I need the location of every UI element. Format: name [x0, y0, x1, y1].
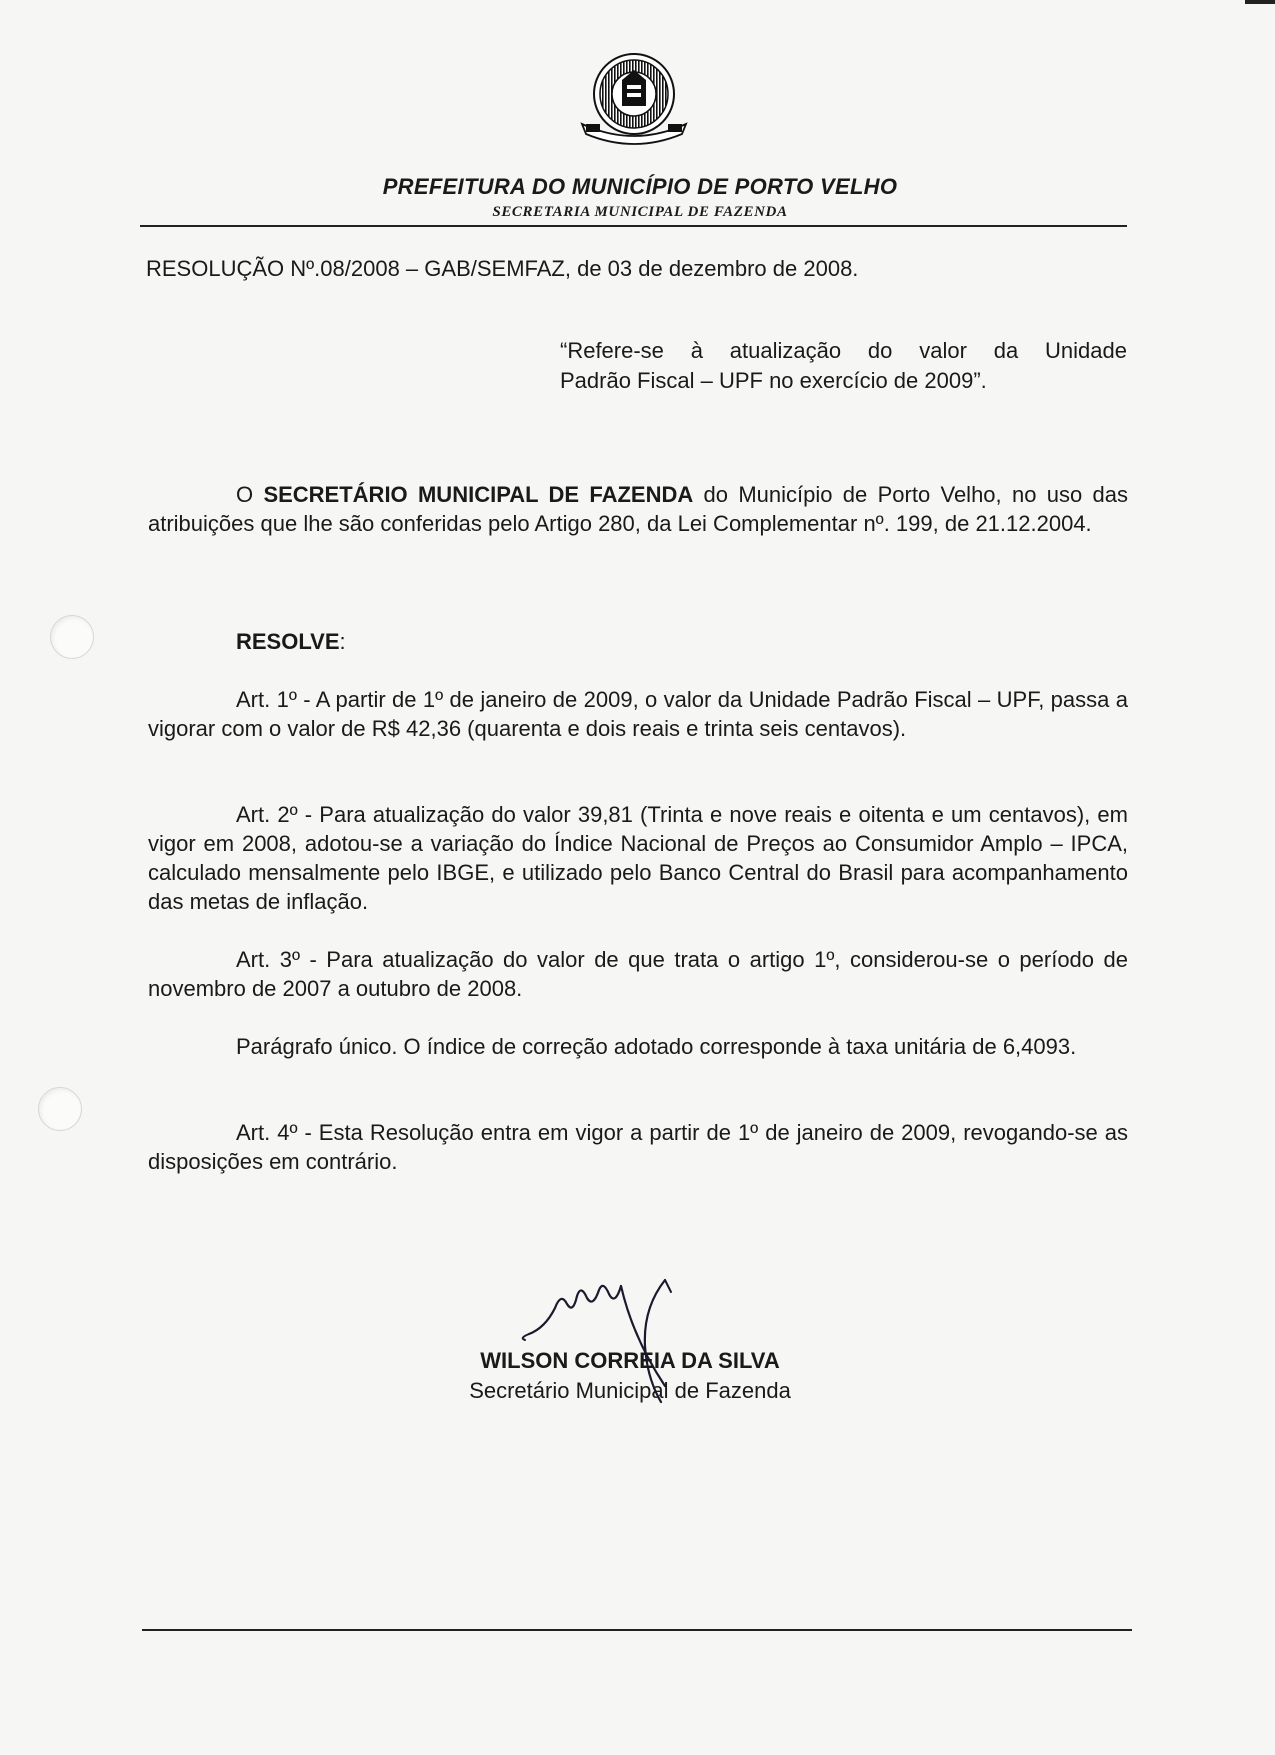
intro-paragraph [148, 480, 1128, 538]
article-2 [148, 800, 1128, 916]
scan-edge-mark [1245, 0, 1275, 4]
resolution-title: RESOLUÇÃO Nº.08/2008 – GAB/SEMFAZ, de 03 de dezembro de 2008. [146, 256, 859, 281]
footer-divider [142, 1629, 1132, 1631]
punch-hole [38, 1087, 82, 1131]
article-3-text: Art. 3º - Para atualização do valor de que trata o artigo 1º, considerou-se o período de novembro de 2007 a outubro de 2008. [148, 947, 1128, 1001]
paragrafo-unico [148, 1032, 1128, 1061]
intro-authority: SECRETÁRIO MUNICIPAL DE FAZENDA [263, 482, 694, 507]
resolution-abstract [560, 336, 1127, 396]
org-subtitle: SECRETARIA MUNICIPAL DE FAZENDA [492, 204, 788, 220]
article-4 [148, 1118, 1128, 1176]
abstract-line-1: “Refere-se à atualização do valor da Unidade [560, 338, 1127, 363]
article-3 [148, 945, 1128, 1003]
article-1-text: Art. 1º - A partir de 1º de janeiro de 2009, o valor da Unidade Padrão Fiscal – UPF, passa a vigorar com o valor de R$ 42,36 (quarenta e dois reais e trinta seis centavos). [148, 687, 1128, 741]
resolve-colon: : [339, 629, 346, 654]
header-divider [140, 225, 1127, 227]
resolve-label: RESOLVE [236, 629, 340, 654]
signatory-role: Secretário Municipal de Fazenda [469, 1378, 791, 1403]
article-2-text: Art. 2º - Para atualização do valor 39,81 (Trinta e nove reais e oitenta e um centavos), em vigor em 2008, adotou-se a variação do Índice Nacional de Preços ao Consumidor Amplo – IPCA, calculado mensalmente pelo IBGE, e utilizado pelo Banco Central do Brasil para acompanhamento das metas de inflação. [148, 802, 1128, 914]
intro-text: do Município de Porto Velho, no uso das atribuições que lhe são conferidas pelo Artigo 280, da Lei Complementar nº. 199, de 21.12.2004. [148, 482, 1128, 536]
article-1 [148, 685, 1128, 743]
punch-hole [50, 615, 94, 659]
municipal-coat-of-arms-icon [578, 50, 690, 148]
intro-prefix: O [236, 482, 264, 507]
signatory-name: WILSON CORREIA DA SILVA [480, 1348, 780, 1373]
paragrafo-unico-text: Parágrafo único. O índice de correção adotado corresponde à taxa unitária de 6,4093. [236, 1034, 1077, 1059]
resolve-heading [236, 629, 346, 655]
org-title: PREFEITURA DO MUNICÍPIO DE PORTO VELHO [382, 174, 898, 199]
abstract-line-2: Padrão Fiscal – UPF no exercício de 2009”. [560, 368, 987, 393]
article-4-text: Art. 4º - Esta Resolução entra em vigor a partir de 1º de janeiro de 2009, revogando-se as disposições em contrário. [148, 1120, 1128, 1174]
